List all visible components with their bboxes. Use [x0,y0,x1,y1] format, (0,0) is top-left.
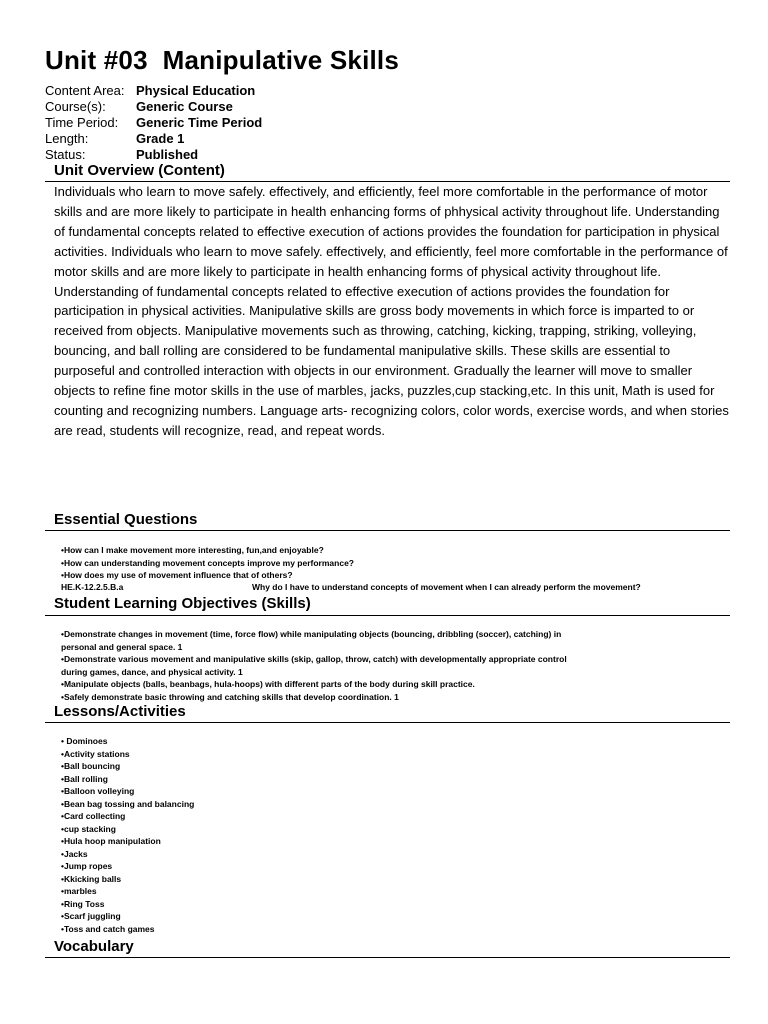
list-item: •Ring Toss [61,898,105,909]
essential-questions-heading: Essential Questions [54,511,198,528]
lessons-activities-list [61,735,194,935]
list-item: •Ball bouncing [61,761,121,771]
meta-value: Generic Time Period [136,115,263,130]
list-item: •Card collecting [61,811,126,821]
list-item: during games, dance, and physical activity. 1 [61,666,243,677]
list-item: •Demonstrate various movement and manipulative skills (skip, gallop, throw, catch) with developmentally appropriate control [61,654,567,664]
meta-value: Grade 1 [136,131,185,146]
vocabulary-heading: Vocabulary [54,938,134,955]
meta-label: Time Period: [45,115,119,130]
meta-label: Length: [45,131,89,146]
meta-row-content-area [45,83,262,99]
list-item: •Safely demonstrate basic throwing and catching skills that develop coordination. 1 [61,691,399,702]
list-item: •Ball rolling [61,773,108,784]
standard-code: HE.K-12.2.5.B.a [61,582,124,592]
unit-overview-text: Individuals who learn to move safely. effectively, and efficiently, feel more comfortable in the performance of motor skills and are more likely to participate in health enhancing forms of phhysical activity throughout life. Understanding of fundamental concepts related to effective execution of actions provides the foundation for participation in physical activities. Individuals who learn to move safely. effectively, and efficiently, feel more comfortable in the performance of motor skills and are more likely to participate in health enhancing forms of physical activity throughout life. Understanding of fundamental concepts related to effective execution of actions provides the foundation for participation in physical activities. Manipulative skills are gross body movements in which force is imparted to or received from objects. Manipulative movements such as throwing, catching, kicking, trapping, striking, volleying, bouncing, and ball rolling are considered to be fundamental manipulative skills. These skills are essential to purposeful and controlled interaction with objects in our environment. Gradually the learner will move to smaller objects to refine fine motor skills in the use of marbles, jacks, puzzles,cup stacking,etc. In this unit, Math is used for counting and recognizing numbers. Language arts- recognizing colors, color words, exercise words, and when stories are read, students will recognize, read, and repeat words. [54,184,729,438]
list-item: •Manipulate objects (balls, beanbags, hula-hoops) with different parts of the body during skill practice. [61,679,475,689]
list-item: •Jump ropes [61,861,113,871]
list-item: • Dominoes [61,736,108,746]
list-item: •Scarf juggling [61,911,121,921]
meta-row-courses [45,99,262,115]
lessons-activities-heading: Lessons/Activities [54,703,186,720]
unit-metadata [45,83,262,163]
list-item: •How does my use of movement influence that of others? [61,570,293,580]
meta-value: Physical Education [136,83,256,98]
meta-row-time-period [45,115,262,131]
list-item: •Kkicking balls [61,873,122,884]
list-item: •Balloon volleying [61,786,135,796]
meta-row-length [45,131,262,147]
list-item: •Toss and catch games [61,923,155,934]
list-item: •Activity stations [61,748,130,759]
list-item: •cup stacking [61,823,116,834]
list-item: •Demonstrate changes in movement (time, force flow) while manipulating objects (bouncing, dribbling (soccer), catching) in [61,629,562,639]
list-item: •How can understanding movement concepts improve my performance? [61,557,354,568]
section-divider [45,615,730,616]
list-item: •Hula hoop manipulation [61,836,161,846]
list-item: •marbles [61,886,97,896]
learning-objectives-heading: Student Learning Objectives (Skills) [54,595,311,612]
meta-label: Status: [45,147,86,162]
unit-title: Unit #03 Manipulative Skills [45,45,400,75]
section-divider [45,530,730,531]
standard-question: Why do I have to understand concepts of movement when I can already perform the movement? [252,582,641,592]
meta-label: Content Area: [45,83,125,98]
meta-value: Published [136,147,199,162]
list-item: •Bean bag tossing and balancing [61,798,195,809]
essential-questions-list [61,544,354,582]
list-item: •Jacks [61,848,88,859]
learning-objectives-list [61,628,567,703]
list-item: personal and general space. 1 [61,641,183,652]
meta-row-status [45,147,262,163]
unit-overview-heading: Unit Overview (Content) [54,162,225,179]
meta-value: Generic Course [136,99,233,114]
section-divider [45,957,730,958]
meta-label: Course(s): [45,99,106,114]
section-divider [45,722,730,723]
list-item: •How can I make movement more interesting, fun,and enjoyable? [61,545,324,555]
